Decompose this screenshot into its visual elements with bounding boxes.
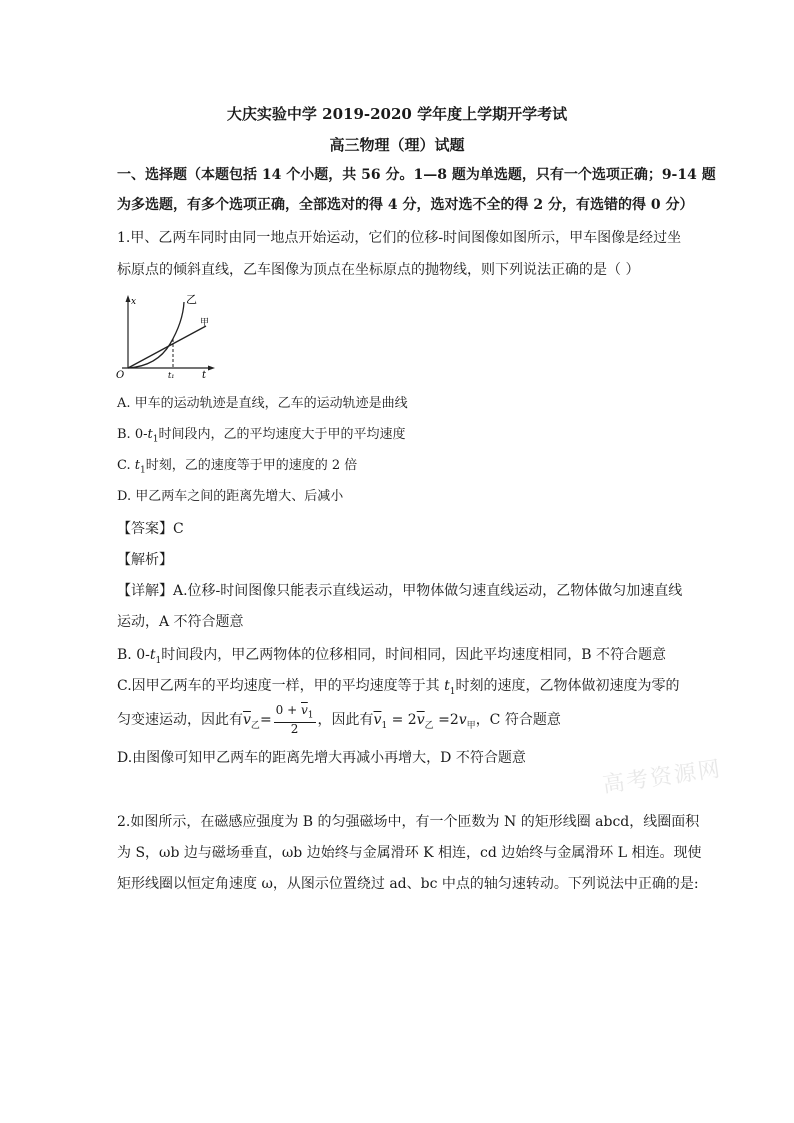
section-heading-line2: 为多选题，有多个选项正确，全部选对的得 4 分，选对选不全的得 2 分，有选错的得 0 分） [117,197,694,213]
option-c-t: t [134,458,140,473]
option-b-suffix: 时间段内，乙的平均速度大于甲的平均速度 [158,427,406,442]
q1-option-d: D. 甲乙两车之间的距离先增大、后减小 [117,489,344,504]
v-yi-sub: 乙 [250,721,260,731]
v-jia-symbol: v [458,712,467,729]
v-yi-sub-2: 乙 [424,721,434,731]
numerator-v: $\overline{v}$ [301,703,308,717]
section-heading-line1: 一、选择题（本题包括 14 个小题，共 56 分。1—8 题为单选题，只有一个选项正确；9-14 题 [117,167,716,183]
y-axis-label: x [131,297,137,307]
numerator-sub: 1 [307,710,314,721]
v1-sub: 1 [381,721,388,731]
option-b-sub: 1 [152,434,159,445]
page-title: 大庆实验中学 2019-2020 学年度上学期开学考试 [226,105,568,123]
option-c-suffix: 时刻，乙的速度等于甲的速度的 2 倍 [145,458,358,473]
v-yi-symbol: $\overline{v}$ [243,712,251,729]
q1-detail-line2: 运动，A 不符合题意 [117,614,244,630]
q2-line2: 为 S，ωb 边与磁场垂直，ωb 边始终与金属滑环 K 相连，cd 边始终与金属滑环 L 相连。现使 [117,845,702,861]
detail-c-mid: ，因此有 [317,712,374,729]
q1-detail-line1: 【详解】A.位移-时间图像只能表示直线运动，甲物体做匀速直线运动，乙物体做匀加速直线 [117,583,683,599]
origin-label: O [116,370,125,381]
jia-line [128,326,206,368]
q1-stem-line2: 标原点的倾斜直线，乙车图像为顶点在坐标原点的抛物线，则下列说法正确的是（ ） [117,262,640,278]
q1-option-a: A. 甲车的运动轨迹是直线，乙车的运动轨迹是曲线 [117,396,408,411]
v-yi-symbol-2: $\overline{v}$ [416,712,425,729]
detail-c-line1-suffix: 时刻的速度，乙物体做初速度为零的 [455,678,680,694]
detail-b-t: t [149,647,156,663]
v1-symbol: $\overline{v}$ [373,712,382,729]
yi-curve [128,302,184,368]
option-b-t: t [147,427,153,442]
y-axis [126,295,131,368]
q1-stem-line1: 1.甲、乙两车同时由同一地点开始运动，它们的位移-时间图像如图所示，甲车图像是经过坐 [117,230,682,246]
page-subtitle: 高三物理（理）试题 [329,136,465,154]
q1-answer: 【答案】C [117,521,184,537]
equals-sign: = [259,712,272,729]
yi-label: 乙 [186,293,197,306]
detail-c-end: ，C 符合题意 [475,712,561,729]
fraction-denominator: 2 [290,722,299,737]
jia-label: 甲 [200,318,210,328]
q2-line3: 矩形线圈以恒定角速度 ω，从图示位置绕过 ad、bc 中点的轴匀速转动。下列说法中正确的是: [117,876,699,892]
average-velocity-fraction [274,704,316,736]
v-jia-sub: 甲 [466,721,476,731]
option-b-prefix: B. 0- [117,427,148,442]
x-axis-label: t [202,370,207,381]
option-c-prefix: C. [117,458,135,473]
eq-two: = 2 [387,712,417,729]
q1-option-b [117,425,405,450]
q1-detail-b [117,645,666,671]
fraction-numerator [274,704,316,723]
q1-option-c [117,456,357,481]
numerator-zero-plus: 0 + [275,703,301,717]
q1-detail-c-line2 [117,704,561,742]
q1-xt-graph [112,292,232,382]
detail-b-sub: 1 [155,655,162,666]
t1-label: t₁ [168,371,175,380]
q1-detail-c-line1 [117,676,680,702]
detail-c-line1-t: t [444,678,450,694]
detail-c-line1-sub: 1 [449,686,456,697]
q1-analysis-label: 【解析】 [117,552,173,568]
q2-line1: 2.如图所示，在磁感应强度为 B 的匀强磁场中，有一个匝数为 N 的矩形线圈 abcd，线圈面积 [117,814,700,830]
watermark: 高考资源网 [601,756,724,799]
detail-b-suffix: 时间段内，甲乙两物体的位移相同，时间相同，因此平均速度相同，B 不符合题意 [161,647,666,663]
detail-c-line1-prefix: C.因甲乙两车的平均速度一样，甲的平均速度等于其 [117,678,445,694]
detail-c-line2-prefix: 匀变速运动，因此有 [117,712,243,729]
detail-b-prefix: B. 0- [117,647,150,663]
eq-three: =2 [433,712,459,729]
q1-detail-d: D.由图像可知甲乙两车的距离先增大再减小再增大，D 不符合题意 [117,750,526,766]
option-c-sub: 1 [139,465,146,476]
